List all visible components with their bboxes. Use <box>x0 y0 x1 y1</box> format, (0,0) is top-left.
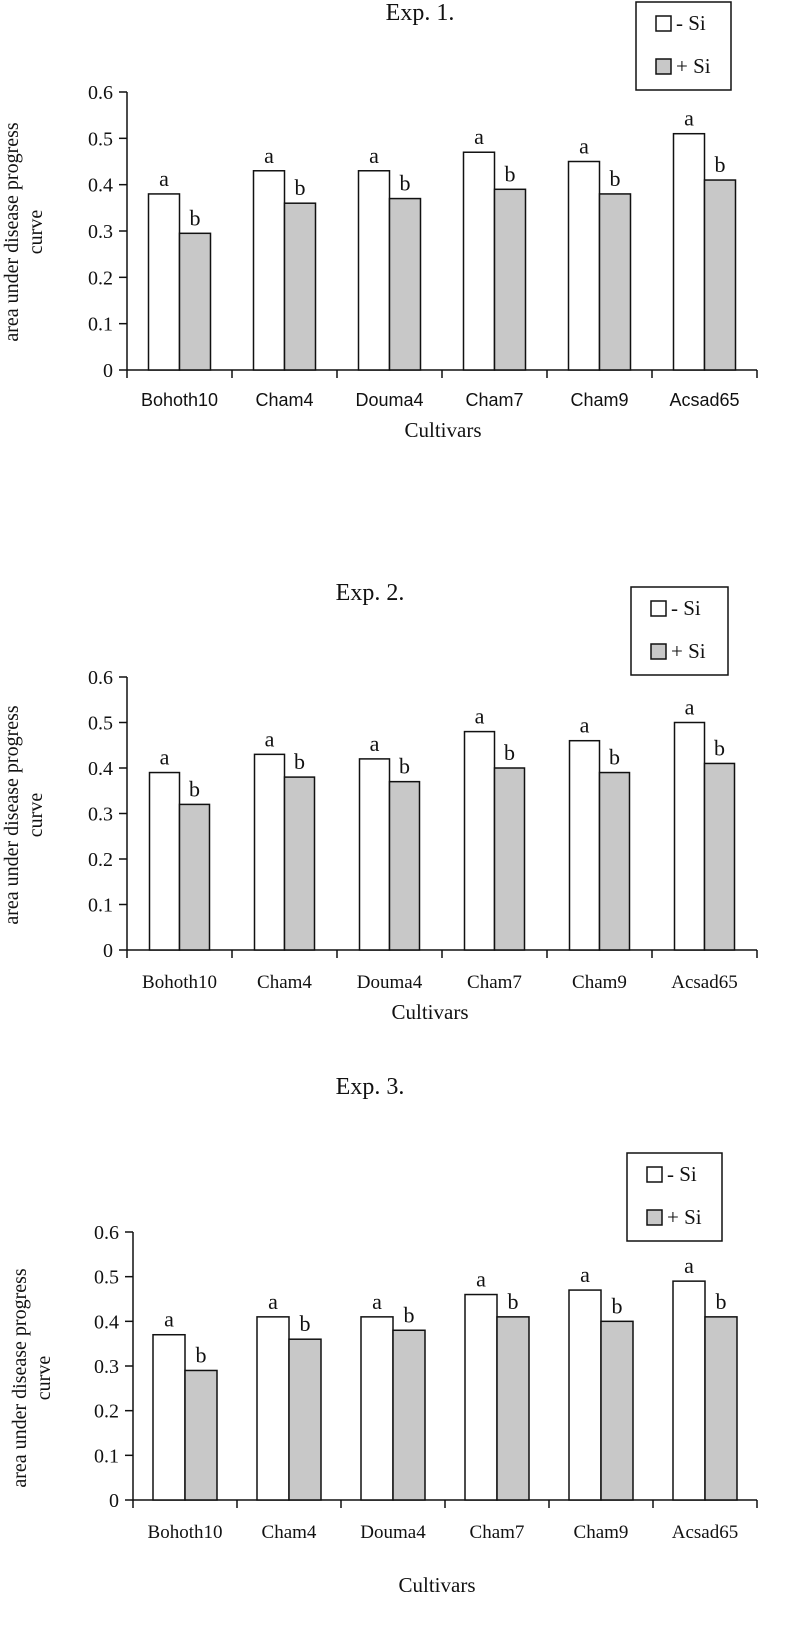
chart-title: Exp. 3. <box>335 1074 405 1100</box>
x-tick-label: Acsad65 <box>669 390 740 410</box>
legend <box>636 2 731 90</box>
bar-letter-label: b <box>189 776 200 802</box>
y-tick-label: 0.6 <box>88 667 113 689</box>
x-tick-label: Acsad65 <box>671 1522 739 1543</box>
bar-letter-label: a <box>268 1288 278 1314</box>
legend-swatch <box>656 16 671 31</box>
y-tick-label: 0.3 <box>88 803 113 826</box>
bar-letter-label: b <box>195 1342 207 1368</box>
bar-letter-label: b <box>294 175 306 201</box>
bar-letter-label: b <box>294 749 305 775</box>
bar-letter-label: a <box>476 1266 486 1292</box>
y-tick-label: 0.4 <box>94 1311 119 1334</box>
bar-plus-si <box>285 203 316 370</box>
y-tick-label: 0 <box>109 1490 119 1512</box>
bar-letter-label: b <box>609 744 620 770</box>
x-tick-label: Cham4 <box>261 1522 317 1543</box>
x-tick-label: Acsad65 <box>671 972 738 993</box>
bar-minus-si <box>150 773 180 950</box>
bar-minus-si <box>569 162 600 371</box>
x-tick-label: Cham7 <box>465 390 524 410</box>
bar-letter-label: b <box>714 735 725 761</box>
x-tick-label: Douma4 <box>356 972 423 993</box>
y-tick-label: 0.5 <box>88 712 113 735</box>
bar-plus-si <box>705 1317 737 1500</box>
legend-label: - Si <box>676 11 706 35</box>
legend <box>627 1153 722 1241</box>
bar-minus-si <box>464 152 495 370</box>
legend-swatch <box>656 59 671 74</box>
bar-letter-label: b <box>504 161 516 187</box>
legend-swatch <box>647 1210 662 1225</box>
bar-minus-si <box>569 1290 601 1500</box>
bar-plus-si <box>390 782 420 950</box>
bar-letter-label: a <box>474 703 485 729</box>
bar-letter-label: a <box>580 1262 590 1288</box>
x-tick-label: Cham9 <box>573 1522 629 1543</box>
y-tick-label: 0.6 <box>94 1222 119 1244</box>
bar-letter-label: a <box>264 142 274 168</box>
bar-letter-label: a <box>474 124 484 150</box>
bar-minus-si <box>465 1295 497 1500</box>
x-axis-label: Cultivars <box>398 1573 476 1597</box>
bar-plus-si <box>390 199 421 370</box>
bar-plus-si <box>185 1370 217 1500</box>
x-tick-label: Cham9 <box>570 390 629 410</box>
x-tick-label: Bohoth10 <box>140 390 219 410</box>
bar-plus-si <box>705 763 735 950</box>
bar-letter-label: b <box>609 165 621 191</box>
legend-label: + Si <box>676 54 711 78</box>
y-tick-label: 0.3 <box>88 221 113 243</box>
bar-minus-si <box>359 171 390 370</box>
y-axis-label: area under disease progress curve <box>1 122 47 342</box>
bar-minus-si <box>360 759 390 950</box>
x-tick-label: Bohoth10 <box>147 1522 223 1543</box>
x-tick-label: Cham9 <box>572 972 627 993</box>
chart-3 <box>9 1074 757 1597</box>
y-tick-label: 0.2 <box>94 1400 119 1423</box>
y-tick-label: 0 <box>103 360 113 382</box>
bar-minus-si <box>465 732 495 950</box>
legend-label: + Si <box>671 639 706 663</box>
y-tick-label: 0.1 <box>88 894 113 917</box>
y-tick-label: 0.4 <box>88 174 113 197</box>
bar-letter-label: b <box>399 753 410 779</box>
legend-swatch <box>647 1167 662 1182</box>
legend-label: + Si <box>667 1205 702 1229</box>
bar-letter-label: b <box>189 205 201 231</box>
y-tick-label: 0.1 <box>94 1445 119 1468</box>
bar-letter-label: b <box>403 1302 415 1328</box>
y-tick-label: 0 <box>103 940 113 962</box>
bar-plus-si <box>180 233 211 370</box>
bar-letter-label: a <box>159 744 170 770</box>
legend-swatch <box>651 601 666 616</box>
bar-letter-label: b <box>715 1288 727 1314</box>
bar-letter-label: b <box>399 170 411 196</box>
x-tick-label: Douma4 <box>355 390 424 410</box>
y-tick-label: 0.4 <box>88 758 113 780</box>
y-tick-label: 0.2 <box>88 849 113 871</box>
bar-minus-si <box>257 1317 289 1500</box>
bar-letter-label: a <box>369 730 380 756</box>
bar-letter-label: b <box>504 740 515 765</box>
bar-letter-label: a <box>164 1306 174 1332</box>
x-tick-label: Cham4 <box>255 390 314 410</box>
x-tick-label: Bohoth10 <box>142 972 217 993</box>
y-tick-label: 0.1 <box>88 313 113 336</box>
bar-letter-label: a <box>684 1253 694 1279</box>
x-tick-label: Cham7 <box>469 1522 525 1543</box>
chart-title: Exp. 2. <box>335 580 405 606</box>
bar-plus-si <box>497 1317 529 1500</box>
bar-letter-label: a <box>579 133 589 159</box>
x-tick-label: Douma4 <box>360 1522 426 1543</box>
bar-letter-label: a <box>684 105 694 131</box>
bar-minus-si <box>254 171 285 370</box>
bar-plus-si <box>285 777 315 950</box>
y-tick-label: 0.5 <box>88 128 113 151</box>
bar-letter-label: a <box>369 142 379 168</box>
bar-letter-label: a <box>372 1288 382 1314</box>
bar-letter-label: b <box>507 1288 519 1314</box>
x-tick-label: Cham4 <box>257 972 312 993</box>
y-tick-label: 0.6 <box>88 82 113 104</box>
bar-plus-si <box>180 804 210 950</box>
y-axis-label: area under disease progress curve <box>1 705 47 925</box>
legend-label: - Si <box>667 1162 697 1186</box>
bar-plus-si <box>600 194 631 370</box>
x-tick-label: Cham7 <box>467 972 522 993</box>
bar-plus-si <box>600 773 630 950</box>
y-tick-label: 0.3 <box>94 1356 119 1378</box>
chart-title: Exp. 1. <box>385 0 455 26</box>
bar-plus-si <box>495 189 526 370</box>
chart-2 <box>1 580 757 1024</box>
bar-minus-si <box>255 754 285 950</box>
bar-minus-si <box>361 1317 393 1500</box>
bar-plus-si <box>601 1321 633 1500</box>
bar-minus-si <box>675 723 705 951</box>
bar-minus-si <box>570 741 600 950</box>
bar-plus-si <box>393 1330 425 1500</box>
bar-minus-si <box>673 1281 705 1500</box>
bar-letter-label: b <box>714 152 726 178</box>
bar-letter-label: a <box>264 726 275 752</box>
y-tick-label: 0.5 <box>94 1266 119 1289</box>
chart-1 <box>1 0 757 442</box>
bar-letter-label: a <box>684 694 695 720</box>
bar-minus-si <box>674 134 705 370</box>
x-axis-label: Cultivars <box>391 1000 469 1024</box>
y-axis-label: area under disease progress curve <box>9 1268 55 1488</box>
bar-letter-label: a <box>579 712 590 738</box>
bar-minus-si <box>149 194 180 370</box>
bar-letter-label: b <box>611 1293 623 1319</box>
legend-label: - Si <box>671 596 701 620</box>
bar-plus-si <box>495 768 525 950</box>
legend <box>631 587 728 675</box>
bar-plus-si <box>705 180 736 370</box>
bar-plus-si <box>289 1339 321 1500</box>
bar-letter-label: b <box>299 1311 311 1337</box>
bar-minus-si <box>153 1335 185 1500</box>
y-tick-label: 0.2 <box>88 267 113 290</box>
legend-swatch <box>651 644 666 659</box>
x-axis-label: Cultivars <box>404 418 482 442</box>
bar-letter-label: a <box>159 165 169 191</box>
